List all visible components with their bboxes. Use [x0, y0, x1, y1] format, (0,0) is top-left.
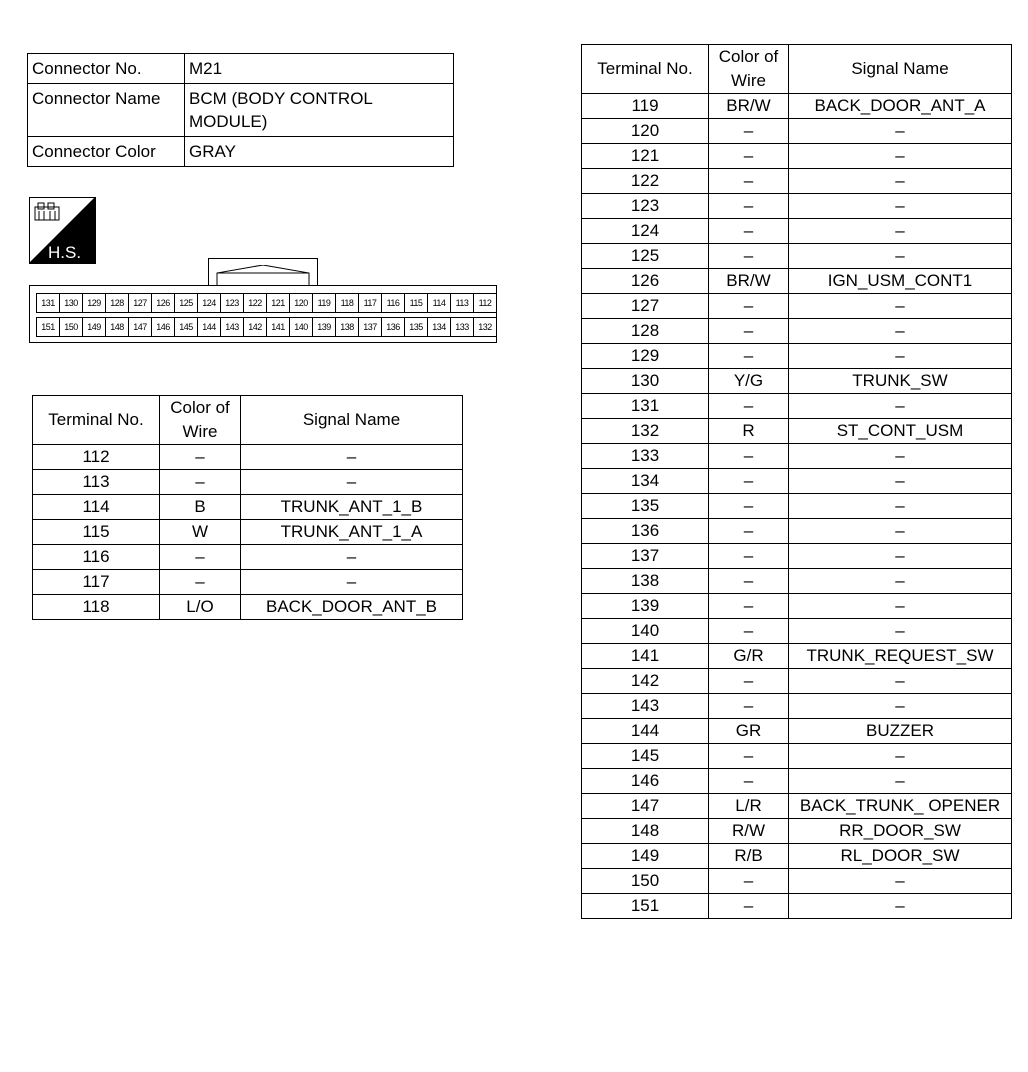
- connector-pin: 133: [450, 317, 474, 337]
- table-row: [582, 644, 1012, 669]
- terminal-table-left: [32, 395, 463, 620]
- wire-color-cell: R: [709, 419, 789, 444]
- wire-color-cell: –: [709, 119, 789, 144]
- wire-color-cell: –: [160, 470, 241, 495]
- wire-color-cell: –: [709, 444, 789, 469]
- terminal-no-cell: 117: [33, 570, 160, 595]
- connector-color-row: [28, 137, 454, 167]
- signal-name-cell: BACK_DOOR_ANT_B: [241, 595, 463, 620]
- table-row: [582, 894, 1012, 919]
- terminal-no-cell: 140: [582, 619, 709, 644]
- signal-name-cell: –: [789, 869, 1012, 894]
- signal-name-cell: BACK_TRUNK_ OPENER: [789, 794, 1012, 819]
- connector-pin: 141: [266, 317, 290, 337]
- signal-name-cell: –: [789, 194, 1012, 219]
- table-row: [582, 744, 1012, 769]
- signal-name-cell: –: [789, 619, 1012, 644]
- terminal-no-cell: 143: [582, 694, 709, 719]
- signal-name-cell: –: [241, 545, 463, 570]
- terminal-no-cell: 124: [582, 219, 709, 244]
- signal-name-cell: –: [789, 319, 1012, 344]
- wire-color-cell: –: [709, 669, 789, 694]
- signal-name-cell: RL_DOOR_SW: [789, 844, 1012, 869]
- table-row: [582, 869, 1012, 894]
- table-row: [582, 394, 1012, 419]
- connector-pin: 143: [220, 317, 244, 337]
- signal-name-cell: TRUNK_SW: [789, 369, 1012, 394]
- connector-pin: 146: [151, 317, 175, 337]
- connector-pin: 137: [358, 317, 382, 337]
- connector-name-label: Connector Name: [28, 84, 185, 137]
- connector-pin: 130: [59, 293, 83, 313]
- table-row: [582, 769, 1012, 794]
- connector-pin: 129: [82, 293, 106, 313]
- terminal-no-cell: 115: [33, 520, 160, 545]
- connector-no-value: M21: [185, 54, 454, 84]
- wire-color-cell: –: [709, 569, 789, 594]
- wire-color-cell: –: [709, 344, 789, 369]
- terminal-no-cell: 112: [33, 445, 160, 470]
- signal-name-cell: –: [789, 519, 1012, 544]
- connector-pin: 145: [174, 317, 198, 337]
- header-row: [33, 396, 463, 445]
- wire-color-cell: –: [709, 594, 789, 619]
- header-row: [582, 45, 1012, 94]
- terminal-no-cell: 132: [582, 419, 709, 444]
- terminal-no-cell: 128: [582, 319, 709, 344]
- wire-color-cell: R/W: [709, 819, 789, 844]
- terminal-no-cell: 121: [582, 144, 709, 169]
- connector-pin: 134: [427, 317, 451, 337]
- connector-pin: 121: [266, 293, 290, 313]
- terminal-no-cell: 139: [582, 594, 709, 619]
- terminal-no-cell: 147: [582, 794, 709, 819]
- signal-name-cell: –: [789, 344, 1012, 369]
- connector-pin: 127: [128, 293, 152, 313]
- badge-text: H.S.: [48, 243, 82, 262]
- connector-pin: 118: [335, 293, 359, 313]
- terminal-no-cell: 146: [582, 769, 709, 794]
- terminal-no-cell: 136: [582, 519, 709, 544]
- signal-name-cell: IGN_USM_CONT1: [789, 269, 1012, 294]
- connector-pin: 132: [473, 317, 497, 337]
- wire-color-cell: –: [709, 294, 789, 319]
- signal-name-cell: –: [789, 544, 1012, 569]
- table-row: [582, 369, 1012, 394]
- connector-name-row: [28, 84, 454, 137]
- signal-name-cell: –: [789, 144, 1012, 169]
- signal-name-cell: –: [789, 169, 1012, 194]
- terminal-no-cell: 127: [582, 294, 709, 319]
- connector-pin: 128: [105, 293, 129, 313]
- terminal-no-header: Terminal No.: [582, 45, 709, 94]
- wire-color-cell: Y/G: [709, 369, 789, 394]
- table-row: [582, 544, 1012, 569]
- terminal-no-cell: 145: [582, 744, 709, 769]
- connector-pin: 113: [450, 293, 474, 313]
- terminal-no-cell: 134: [582, 469, 709, 494]
- wire-color-cell: –: [709, 744, 789, 769]
- wire-color-cell: –: [709, 194, 789, 219]
- connector-pin: 147: [128, 317, 152, 337]
- signal-name-cell: –: [789, 469, 1012, 494]
- terminal-no-cell: 118: [33, 595, 160, 620]
- signal-name-cell: –: [789, 119, 1012, 144]
- table-row: [33, 545, 463, 570]
- wire-color-cell: –: [709, 869, 789, 894]
- wire-color-cell: –: [160, 545, 241, 570]
- signal-name-cell: –: [789, 894, 1012, 919]
- connector-pin: 136: [381, 317, 405, 337]
- table-row: [582, 219, 1012, 244]
- signal-name-cell: –: [241, 570, 463, 595]
- connector-no-label: Connector No.: [28, 54, 185, 84]
- table-row: [582, 819, 1012, 844]
- connector-pin: 120: [289, 293, 313, 313]
- wire-color-cell: B: [160, 495, 241, 520]
- pin-row-top: [36, 293, 496, 313]
- terminal-no-cell: 138: [582, 569, 709, 594]
- table-row: [582, 669, 1012, 694]
- connector-pin: 116: [381, 293, 405, 313]
- signal-name-cell: –: [789, 219, 1012, 244]
- terminal-no-cell: 135: [582, 494, 709, 519]
- connector-pin: 140: [289, 317, 313, 337]
- terminal-no-cell: 150: [582, 869, 709, 894]
- table-row: [582, 294, 1012, 319]
- table-row: [582, 344, 1012, 369]
- terminal-no-cell: 123: [582, 194, 709, 219]
- signal-name-cell: –: [789, 444, 1012, 469]
- table-row: [582, 569, 1012, 594]
- terminal-no-cell: 149: [582, 844, 709, 869]
- table-row: [582, 844, 1012, 869]
- connector-pin: 119: [312, 293, 336, 313]
- signal-name-cell: –: [241, 470, 463, 495]
- wire-color-cell: –: [709, 469, 789, 494]
- connector-face: [29, 285, 497, 343]
- table-row: [582, 719, 1012, 744]
- connector-pin: 149: [82, 317, 106, 337]
- wire-color-cell: –: [709, 619, 789, 644]
- wire-color-cell: W: [160, 520, 241, 545]
- terminal-no-cell: 122: [582, 169, 709, 194]
- terminal-no-cell: 130: [582, 369, 709, 394]
- terminal-no-cell: 120: [582, 119, 709, 144]
- connector-pin: 114: [427, 293, 451, 313]
- signal-name-cell: –: [789, 669, 1012, 694]
- connector-pin: 112: [473, 293, 497, 313]
- pin-row-bottom: [36, 317, 496, 337]
- connector-no-row: [28, 54, 454, 84]
- connector-harness-side-icon: [29, 197, 96, 264]
- table-row: [582, 319, 1012, 344]
- table-row: [582, 269, 1012, 294]
- connector-pin: 125: [174, 293, 198, 313]
- table-row: [582, 169, 1012, 194]
- connector-pin: 123: [220, 293, 244, 313]
- connector-pin: 151: [36, 317, 60, 337]
- terminal-no-cell: 116: [33, 545, 160, 570]
- signal-name-cell: –: [789, 694, 1012, 719]
- wire-color-cell: –: [709, 244, 789, 269]
- signal-name-cell: BACK_DOOR_ANT_A: [789, 94, 1012, 119]
- signal-name-cell: –: [789, 294, 1012, 319]
- wire-color-cell: GR: [709, 719, 789, 744]
- terminal-no-cell: 142: [582, 669, 709, 694]
- connector-pin: 144: [197, 317, 221, 337]
- wire-color-cell: –: [709, 769, 789, 794]
- signal-name-cell: –: [789, 569, 1012, 594]
- connector-pin: 139: [312, 317, 336, 337]
- terminal-no-cell: 148: [582, 819, 709, 844]
- connector-pin: 131: [36, 293, 60, 313]
- table-row: [33, 470, 463, 495]
- terminal-no-cell: 131: [582, 394, 709, 419]
- wire-color-cell: R/B: [709, 844, 789, 869]
- table-row: [582, 794, 1012, 819]
- connector-pin: 142: [243, 317, 267, 337]
- connector-pin: 150: [59, 317, 83, 337]
- signal-name-cell: TRUNK_REQUEST_SW: [789, 644, 1012, 669]
- wire-color-cell: –: [709, 219, 789, 244]
- wire-color-cell: –: [160, 570, 241, 595]
- connector-latch: [208, 258, 318, 287]
- table-row: [582, 119, 1012, 144]
- table-row: [582, 694, 1012, 719]
- signal-name-cell: RR_DOOR_SW: [789, 819, 1012, 844]
- signal-name-cell: –: [789, 244, 1012, 269]
- table-row: [582, 594, 1012, 619]
- terminal-no-cell: 126: [582, 269, 709, 294]
- terminal-no-header: Terminal No.: [33, 396, 160, 445]
- signal-name-cell: –: [789, 594, 1012, 619]
- wire-color-header: Color of Wire: [160, 396, 241, 445]
- connector-color-value: GRAY: [185, 137, 454, 167]
- terminal-no-cell: 141: [582, 644, 709, 669]
- signal-name-cell: BUZZER: [789, 719, 1012, 744]
- table-row: [582, 469, 1012, 494]
- signal-name-cell: –: [789, 769, 1012, 794]
- connector-pin: 138: [335, 317, 359, 337]
- harness-side-badge: [29, 197, 96, 264]
- table-row: [582, 419, 1012, 444]
- signal-name-cell: TRUNK_ANT_1_A: [241, 520, 463, 545]
- table-row: [582, 144, 1012, 169]
- terminal-no-cell: 133: [582, 444, 709, 469]
- wire-color-cell: –: [709, 319, 789, 344]
- wire-color-cell: –: [160, 445, 241, 470]
- terminal-table-right: [581, 44, 1012, 919]
- signal-name-cell: –: [789, 744, 1012, 769]
- connector-pin: 135: [404, 317, 428, 337]
- wire-color-cell: –: [709, 144, 789, 169]
- wire-color-cell: L/R: [709, 794, 789, 819]
- connector-pin: 148: [105, 317, 129, 337]
- terminal-no-cell: 113: [33, 470, 160, 495]
- table-row: [33, 595, 463, 620]
- table-row: [582, 194, 1012, 219]
- wire-color-cell: –: [709, 544, 789, 569]
- signal-name-header: Signal Name: [241, 396, 463, 445]
- signal-name-cell: TRUNK_ANT_1_B: [241, 495, 463, 520]
- table-row: [582, 94, 1012, 119]
- table-row: [33, 520, 463, 545]
- wire-color-cell: L/O: [160, 595, 241, 620]
- table-row: [582, 519, 1012, 544]
- terminal-no-cell: 129: [582, 344, 709, 369]
- terminal-no-cell: 151: [582, 894, 709, 919]
- table-row: [582, 244, 1012, 269]
- wire-color-header: Color of Wire: [709, 45, 789, 94]
- latch-shape: [215, 265, 311, 285]
- wire-color-cell: BR/W: [709, 94, 789, 119]
- table-row: [33, 445, 463, 470]
- connector-color-label: Connector Color: [28, 137, 185, 167]
- wire-color-cell: G/R: [709, 644, 789, 669]
- terminal-no-cell: 144: [582, 719, 709, 744]
- wire-color-cell: BR/W: [709, 269, 789, 294]
- table-row: [582, 444, 1012, 469]
- connector-pin: 124: [197, 293, 221, 313]
- table-row: [582, 494, 1012, 519]
- signal-name-cell: –: [789, 494, 1012, 519]
- terminal-no-cell: 114: [33, 495, 160, 520]
- table-row: [33, 495, 463, 520]
- wire-color-cell: –: [709, 394, 789, 419]
- terminal-no-cell: 119: [582, 94, 709, 119]
- connector-pin: 126: [151, 293, 175, 313]
- connector-name-value: BCM (BODY CONTROL MODULE): [185, 84, 454, 137]
- table-row: [582, 619, 1012, 644]
- wire-color-cell: –: [709, 494, 789, 519]
- connector-pin: 122: [243, 293, 267, 313]
- signal-name-header: Signal Name: [789, 45, 1012, 94]
- signal-name-cell: –: [789, 394, 1012, 419]
- wire-color-cell: –: [709, 169, 789, 194]
- connector-info-table: [27, 53, 454, 167]
- signal-name-cell: –: [241, 445, 463, 470]
- connector-pin: 115: [404, 293, 428, 313]
- terminal-no-cell: 125: [582, 244, 709, 269]
- signal-name-cell: ST_CONT_USM: [789, 419, 1012, 444]
- wire-color-cell: –: [709, 694, 789, 719]
- connector-pin: 117: [358, 293, 382, 313]
- wire-color-cell: –: [709, 519, 789, 544]
- table-row: [33, 570, 463, 595]
- terminal-no-cell: 137: [582, 544, 709, 569]
- wire-color-cell: –: [709, 894, 789, 919]
